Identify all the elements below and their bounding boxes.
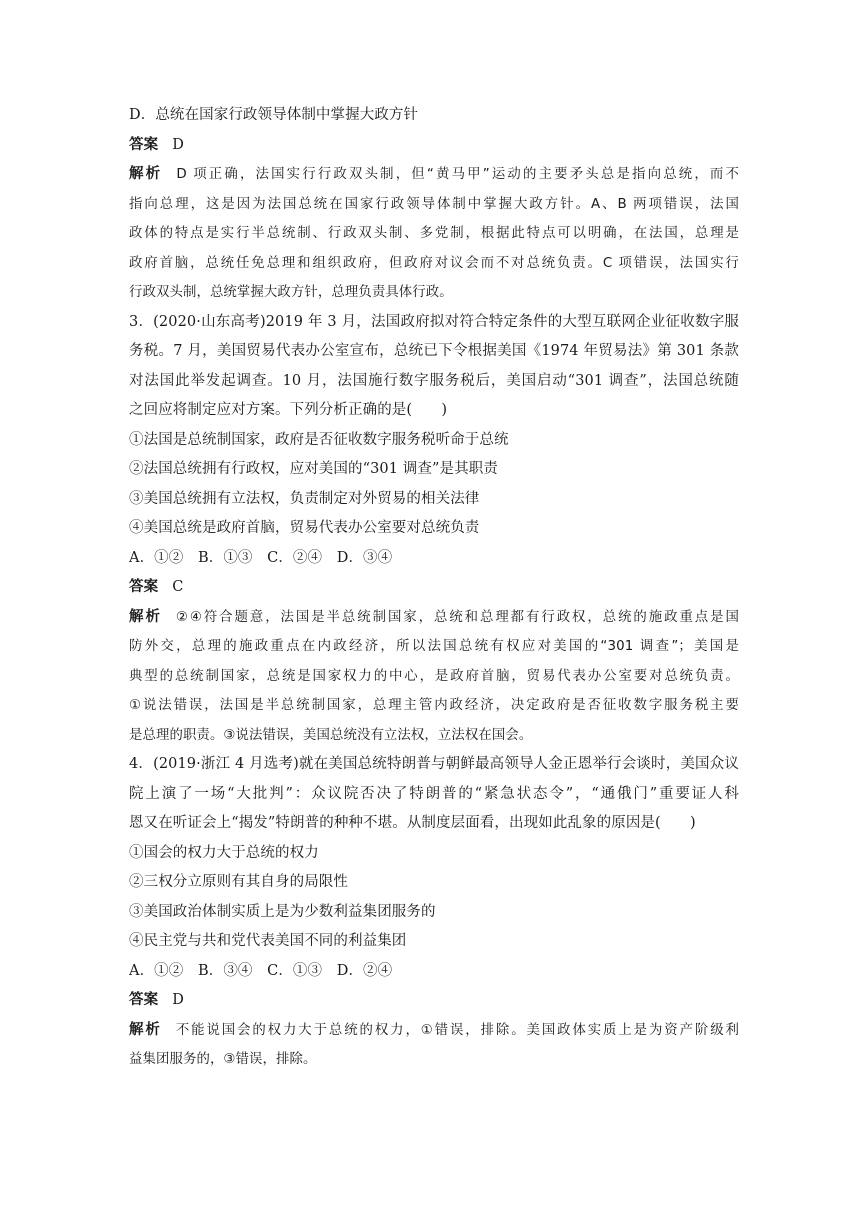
q3-stem-line-2: 务税。7 月，美国贸易代表办公室宣布，总统已下令根据美国《1974 年贸易法》第 301 条款 [129, 343, 739, 359]
q3-item-2: ②法国总统拥有行政权，应对美国的“301 调查”是其职责 [129, 461, 498, 477]
q4-item-3: ③美国政治体制实质上是为少数利益集团服务的 [129, 903, 436, 920]
q4-analysis-line-2: 益集团服务的，③错误，排除。 [129, 1052, 317, 1067]
answer-label: 答案 [129, 992, 159, 1008]
q4-item-4: ④民主党与共和党代表美国不同的利益集团 [129, 933, 407, 949]
q4-stem-line-2: 院上演了一场“大批判”：众议院否决了特朗普的“紧急状态令”，“通俄门”重要证人科 [129, 785, 739, 802]
q3-item-3: ③美国总统拥有立法权，负责制定对外贸易的相关法律 [129, 490, 480, 507]
q3-answer [129, 573, 739, 603]
analysis-label: 解析 [129, 166, 163, 182]
analysis-label: 解析 [129, 608, 162, 625]
q2-answer [129, 131, 739, 161]
q4-stem-line-3: 恩又在听证会上“揭发”特朗普的种种不堪。从制度层面看，出现如此乱象的原因是( ) [129, 815, 696, 831]
q4-stem-line-1: 4．(2019·浙江 4 月选考)就在美国总统特朗普与朝鲜最高领导人金正恩举行会谈时，美国众议 [129, 756, 739, 772]
q3-analysis-line-3: 典型的总统制国家，总统是国家权力的中心，是政府首脑，贸易代表办公室要对总统负责。 [129, 668, 739, 684]
analysis-label: 解析 [129, 1021, 162, 1038]
q3-choices: A．①② B．①③ C．②④ D．③④ [129, 549, 393, 566]
q3-analysis-line-4: ①说法错误，法国是半总统制国家，总理主管内政经济，决定政府是否征收数字服务税主要 [129, 698, 739, 713]
answer-label: 答案 [129, 136, 159, 153]
q2-option-d: D．总统在国家行政领导体制中掌握大政方针 [129, 107, 419, 123]
q4-answer-value: D [172, 992, 184, 1008]
q2-analysis-line-5: 行政双头制，总统掌握大政方针，总理负责具体行政。 [129, 285, 453, 300]
q3-analysis-line-2: 防外交，总理的施政重点在内政经济，所以法国总统有权应对美国的“301 调查”；美国是 [129, 639, 739, 654]
q2-answer-value: D [172, 136, 184, 153]
document-page [129, 101, 739, 1075]
q4-answer [129, 986, 739, 1016]
q3-stem-line-1: 3．(2020·山东高考)2019 年 3 月，法国政府拟对符合特定条件的大型互联网企业征收数字服 [129, 313, 739, 330]
answer-label: 答案 [129, 579, 159, 595]
q3-stem-line-3: 对法国此举发起调查。10 月，法国施行数字服务税后，美国启动“301 调查”，法国总统随 [129, 372, 739, 389]
q3-item-1: ①法国是总统制国家，政府是否征收数字服务税听命于总统 [129, 431, 509, 448]
q4-item-1: ①国会的权力大于总统的权力 [129, 844, 319, 861]
q2-analysis-line-2: 指向总理，这是因为法国总统在国家行政领导体制中掌握大政方针。A、B 两项错误，法国 [129, 196, 739, 212]
q3-analysis-line-1: 解析 ②④符合题意，法国是半总统制国家，总统和总理都有行政权，总统的施政重点是国 [129, 608, 739, 625]
q3-item-4: ④美国总统是政府首脑，贸易代表办公室要对总统负责 [129, 520, 480, 536]
q4-analysis-line-1: 解析 不能说国会的权力大于总统的权力，①错误，排除。美国政体实质上是为资产阶级利 [129, 1021, 739, 1038]
q4-item-2: ②三权分立原则有其自身的局限性 [129, 874, 348, 890]
q4-choices: A．①② B．③④ C．①③ D．②④ [129, 962, 393, 979]
q2-analysis-line-3: 政体的特点是实行半总统制、行政双头制、多党制，根据此特点可以明确，在法国，总理是 [129, 226, 739, 241]
q2-analysis-line-1: 解析 D 项正确，法国实行行政双头制，但“黄马甲”运动的主要矛头总是指向总统，而不 [129, 166, 739, 182]
q2-analysis-line-4: 政府首脑，总统任免总理和组织政府，但政府对议会而不对总统负责。C 项错误，法国实行 [129, 255, 739, 271]
q3-answer-value: C [172, 579, 184, 595]
q3-stem-line-4: 之回应将制定应对方案。下列分析正确的是( ) [129, 402, 448, 418]
q3-analysis-line-5: 是总理的职责。③说法错误，美国总统没有立法权，立法权在国会。 [129, 727, 533, 743]
